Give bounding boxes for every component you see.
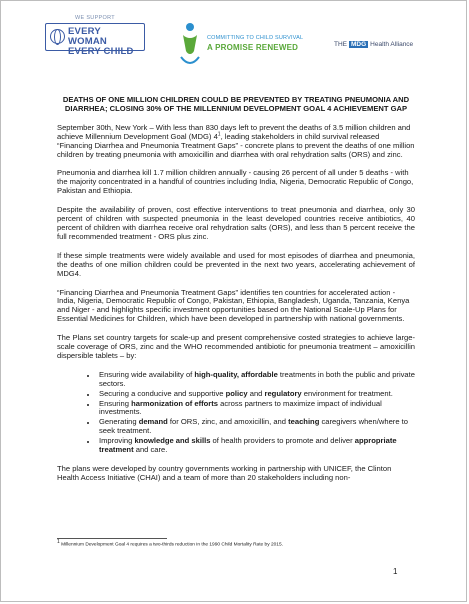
mdg-prefix: THE — [334, 41, 347, 48]
strategy-list — [57, 371, 415, 455]
document-body — [57, 96, 415, 493]
promise-renewed-logo — [177, 15, 304, 75]
footnote — [57, 539, 283, 549]
paragraph-1 — [57, 124, 415, 160]
list-item: • Ensuring harmonization of efforts across partners to maximize impact of individual investments. — [97, 400, 415, 418]
paragraph-2: Pneumonia and diarrhea kill 1.7 million children annually - causing 26 percent of all under 5 deaths - with the majority concentrated in a handful of countries including India, Nigeria, Democratic Republic of Congo, Pakistan and Ethiopia. — [57, 168, 414, 196]
page-number: 1 — [393, 567, 398, 576]
promise-line-1: COMMITTING TO CHILD SURVIVAL — [207, 35, 304, 41]
document-title: DEATHS OF ONE MILLION CHILDREN COULD BE PREVENTED BY TREATING PNEUMONIA AND DIARRHEA; CLOSING 30% OF THE MILLENNIUM DEVELOPMENT GOAL 4 ACHIEVEMENT GAP — [62, 95, 410, 113]
child-figure-icon — [179, 21, 201, 65]
globe-icon — [50, 29, 65, 44]
paragraph-6: The Plans set country targets for scale-up and present comprehensive costed strategies to achieve large-scale coverage of ORS, zinc and the WHO recommended antibiotic for pneumonia treatment – amoxicillin dispersible tablets – by: — [57, 333, 415, 360]
list-item: • Ensuring wide availability of high-quality, affordable treatments in both the public and private sectors. — [97, 371, 415, 389]
paragraph-4: If these simple treatments were widely available and used for most episodes of diarrhea and pneumonia, the deaths of one million children could be prevented in the next two years, accelerating achievement of MDG4. — [57, 250, 415, 278]
paragraph-5: “Financing Diarrhea and Pneumonia Treatment Gaps” identifies ten countries for accelerated action - India, Nigeria, Democratic Republic of Congo, Pakistan, Ethiopia, Bangladesh, Uganda, Tanzania, Kenya and Niger - and highlights specific investment opportunities based on the National Scale-Up Plans for Essential Medicines for Children, which have been developed in partnership with national governments. — [57, 287, 410, 324]
para1-text-a: September 30th, New York – With less than 830 days left to prevent the deaths of 3.5 million children and achieve Millennium Development Goal (MDG) 4 — [57, 122, 411, 141]
mdg-health-alliance-logo — [334, 41, 413, 48]
every-woman-every-child-logo — [45, 15, 145, 59]
paragraph-3: Despite the availability of proven, cost effective interventions to treat pneumonia and diarrhea, only 30 percent of children with suspected pneumonia in the least developed countries receive antibiotics, 40 percent of children with diarrhea receive oral rehydration salts (ORS), and less than 5 percent receive the full recommended treatment - ORS plus zinc. — [57, 205, 415, 241]
logo-line-2: EVERY CHILD — [68, 46, 134, 57]
footnote-number: 1 — [57, 539, 60, 545]
logo-line-1: EVERY WOMAN — [68, 26, 107, 47]
footnote-ref: 1 — [217, 131, 221, 138]
list-item: • Securing a conducive and supportive policy and regulatory environment for treatment. — [97, 390, 415, 399]
mdg-suffix: Health Alliance — [370, 41, 414, 48]
promise-line-2: A PROMISE RENEWED — [207, 43, 299, 52]
footnote-text: Millennium Development Goal 4 requires a two-thirds reduction in the 1990 Child Mortality Rate by 2015. — [59, 542, 283, 548]
list-item: • Improving knowledge and skills of health providers to promote and deliver appropriate treatment and care. — [97, 437, 415, 455]
logo-tagline: WE SUPPORT — [75, 15, 115, 21]
paragraph-7: The plans were developed by country governments working in partnership with UNICEF, the Clinton Health Access Initiative (CHAI) and a team of more than 20 stakeholders including non- — [57, 464, 392, 482]
logo-box — [45, 23, 145, 57]
mdg-badge: MDG — [351, 41, 367, 48]
list-item: • Generating demand for ORS, zinc, and amoxicillin, and teaching caregivers when/where to seek treatment. — [97, 418, 415, 436]
para1-text-b: , leading stakeholders in child survival released “Financing Diarrhea and Pneumonia Treatment Gaps” - concrete plans to prevent the deaths of one million children by treating pneumonia with amoxicillin and diarrhea with oral rehydration salts (ORS) and zinc. — [57, 131, 415, 159]
footnote-divider — [57, 538, 167, 539]
